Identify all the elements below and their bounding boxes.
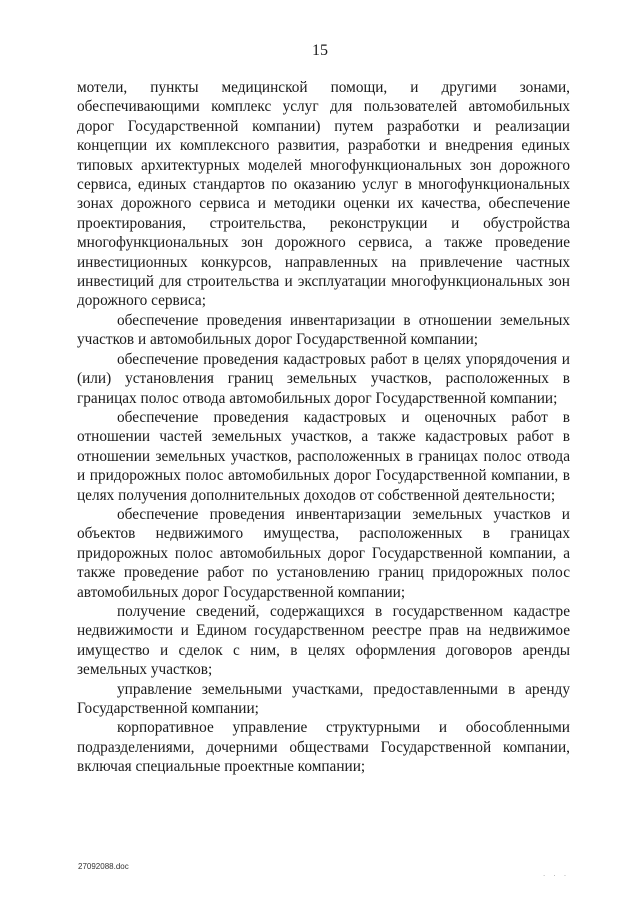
footer-file-name: 27092088.doc <box>78 862 129 871</box>
scan-mark: · · · <box>543 872 570 880</box>
paragraph-5: обеспечение проведения инвентаризации земельных участков и объектов недвижимого имущества, расположенных в границах придорожных полос автомобильных дорог Государственной компании, а также проведение работ по установлению границ придорожных полос автомобильных дорог Государственной компании; <box>77 505 570 601</box>
paragraph-3: обеспечение проведения кадастровых работ в целях упорядочения и (или) установления границ земельных участков, расположенных в границах полос отвода автомобильных дорог Государственной компании; <box>77 350 570 407</box>
paragraph-1: мотели, пункты медицинской помощи, и другими зонами, обеспечивающими комплекс услуг для пользователей автомобильных дорог Государственной компании) путем разработки и реализации концепции их комплексного развития, разработки и внедрения единых типовых архитектурных моделей многофункциональных зон дорожного сервиса, единых стандартов по оказанию услуг в многофункциональных зонах дорожного сервиса и методики оценки их качества, обеспечение проектирования, строительства, реконструкции и обустройства многофункциональных зон дорожного сервиса, а также проведение инвестиционных конкурсов, направленных на привлечение частных инвестиций для строительства и эксплуатации многофункциональных зон дорожного сервиса; <box>77 79 570 310</box>
paragraph-2: обеспечение проведения инвентаризации в отношении земельных участков и автомобильных дорог Государственной компании; <box>77 311 570 349</box>
document-body <box>77 78 570 777</box>
paragraph-7: управление земельными участками, предоставленными в аренду Государственной компании; <box>77 680 570 717</box>
paragraph-8: корпоративное управление структурными и обособленными подразделениями, дочерними обществами Государственной компании, включая специальные проектные компании; <box>77 719 570 776</box>
paragraph-6: получение сведений, содержащихся в государственном кадастре недвижимости и Едином государственном реестре прав на недвижимое имущество и сделок с ним, в целях оформления договоров аренды земельных участков; <box>77 602 570 679</box>
page-number: 15 <box>312 42 328 59</box>
paragraph-4: обеспечение проведения кадастровых и оценочных работ в отношении частей земельных участков, а также кадастровых работ в отношении земельных участков, расположенных в границах полос отвода и придорожных полос автомобильных дорог Государственной компании, в целях получения дополнительных доходов от собственной деятельности; <box>77 408 570 504</box>
